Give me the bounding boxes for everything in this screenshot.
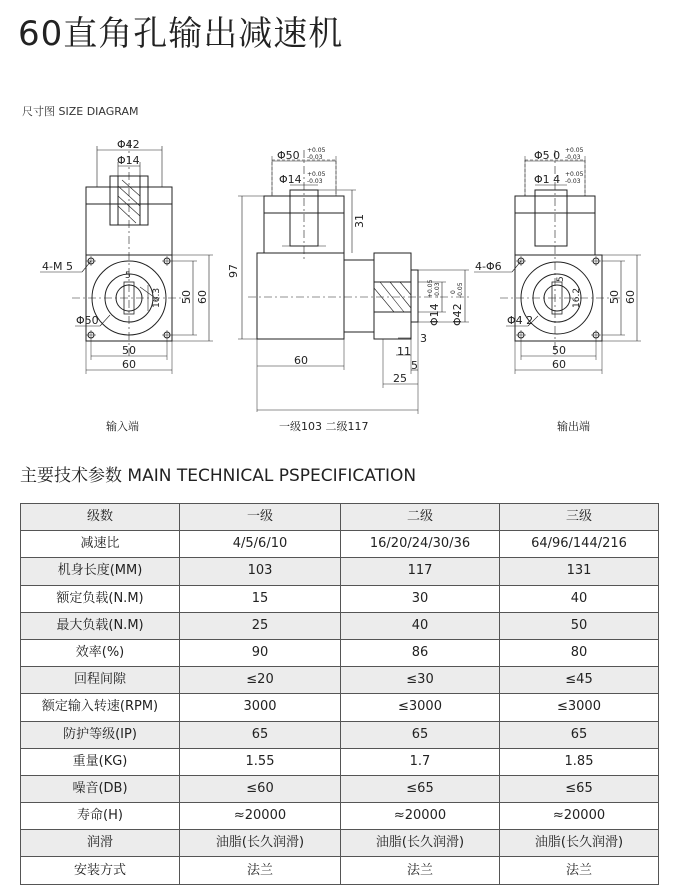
table-cell: 25	[180, 612, 341, 639]
dim-phi42-tol-lower: -0.05	[457, 282, 464, 298]
specs-table	[20, 503, 659, 885]
dim-16-3: 16.3	[152, 287, 162, 308]
page-title: 60直角孔输出减速机	[18, 14, 344, 54]
input-end-caption: 输入端	[106, 420, 139, 433]
table-cell: 法兰	[341, 857, 500, 884]
table-row	[21, 857, 659, 884]
output-end-caption: 输出端	[557, 420, 590, 433]
table-cell: ≤65	[500, 775, 659, 802]
table-row	[21, 667, 659, 694]
input-end-view	[40, 138, 213, 433]
dim-phi14-output-tol-upper: +0.05	[427, 279, 434, 298]
header-cell: 级数	[21, 504, 180, 531]
dim-phi14-top: Φ14	[279, 173, 302, 186]
table-cell: 40	[341, 612, 500, 639]
dim-phi42-output-face: Φ4 2	[507, 314, 534, 327]
table-cell: 最大负载(N.M)	[21, 612, 180, 639]
table-cell: 1.7	[341, 748, 500, 775]
table-cell: 65	[500, 721, 659, 748]
table-cell: ≤20	[180, 667, 341, 694]
table-row	[21, 585, 659, 612]
table-row	[21, 639, 659, 666]
dim-phi50-output: Φ5 0	[534, 149, 561, 162]
table-cell: 寿命(H)	[21, 803, 180, 830]
dim-50-vertical-output: 50	[608, 290, 621, 304]
dim-phi42: Φ42	[117, 138, 140, 151]
side-view	[227, 147, 470, 433]
table-cell: 30	[341, 585, 500, 612]
table-cell: 减速比	[21, 531, 180, 558]
dim-50-vertical: 50	[180, 290, 193, 304]
table-cell: 额定负载(N.M)	[21, 585, 180, 612]
dim-60-horizontal-output: 60	[552, 358, 566, 371]
table-cell: 额定输入转速(RPM)	[21, 694, 180, 721]
table-cell: 4/5/6/10	[180, 531, 341, 558]
dim-11: 11	[397, 345, 411, 358]
dim-50-horizontal: 50	[122, 344, 136, 357]
table-cell: 15	[180, 585, 341, 612]
table-cell: 重量(KG)	[21, 748, 180, 775]
header-cell: 三级	[500, 504, 659, 531]
table-row	[21, 721, 659, 748]
specs-heading: 主要技术参数 MAIN TECHNICAL PSPECIFICATION	[20, 466, 417, 486]
dim-60: 60	[294, 354, 308, 367]
table-cell: 机身长度(MM)	[21, 558, 180, 585]
table-cell: 噪音(DB)	[21, 775, 180, 802]
table-cell: 40	[500, 585, 659, 612]
dim-4-m5: 4-M 5	[42, 260, 73, 273]
dim-60-vertical: 60	[196, 290, 209, 304]
table-cell: 131	[500, 558, 659, 585]
table-row	[21, 531, 659, 558]
dim-50-horizontal-output: 50	[552, 344, 566, 357]
dim-phi42-output: Φ42	[451, 303, 464, 326]
table-cell: ≈20000	[500, 803, 659, 830]
dim-5-output: 5	[556, 276, 566, 282]
dim-phi42-tol-upper: 0	[450, 290, 457, 294]
table-cell: 回程间隙	[21, 667, 180, 694]
table-cell: 3000	[180, 694, 341, 721]
dim-phi14-output-top: Φ1 4	[534, 173, 561, 186]
dim-5: 5	[411, 359, 418, 372]
size-diagram	[0, 120, 673, 450]
diagram-heading: 尺寸图 SIZE DIAGRAM	[22, 105, 139, 118]
table-row	[21, 803, 659, 830]
header-cell: 二级	[341, 504, 500, 531]
table-cell: 65	[180, 721, 341, 748]
table-cell: ≤3000	[500, 694, 659, 721]
table-row	[21, 694, 659, 721]
output-end-view	[474, 147, 641, 433]
dim-phi14-output: Φ14	[428, 303, 441, 326]
table-cell: 法兰	[180, 857, 341, 884]
dim-phi14-output-top-tol-upper: +0.05	[565, 171, 584, 178]
table-row	[21, 748, 659, 775]
table-cell: 65	[341, 721, 500, 748]
table-cell: 油脂(长久润滑)	[341, 830, 500, 857]
dim-phi14-output-tol-lower: -0.03	[434, 282, 441, 298]
table-cell: 86	[341, 639, 500, 666]
dim-phi50-top: Φ50	[277, 149, 300, 162]
dim-4-phi6: 4-Φ6	[475, 260, 502, 273]
table-cell: 1.85	[500, 748, 659, 775]
table-cell: 16/20/24/30/36	[341, 531, 500, 558]
table-cell: 效率(%)	[21, 639, 180, 666]
dim-phi50-tol-lower: -0.03	[307, 154, 323, 161]
dim-phi50-output-tol-lower: -0.03	[565, 154, 581, 161]
table-cell: ≤30	[341, 667, 500, 694]
dim-phi50-tol-upper: +0.05	[307, 147, 326, 154]
side-view-caption: 一级103 二级117	[279, 420, 369, 433]
dim-phi50: Φ50	[76, 314, 99, 327]
table-cell: 50	[500, 612, 659, 639]
dim-60-vertical-output: 60	[624, 290, 637, 304]
table-cell: ≤3000	[341, 694, 500, 721]
table-cell: ≤45	[500, 667, 659, 694]
table-cell: ≤65	[341, 775, 500, 802]
table-cell: 油脂(长久润滑)	[500, 830, 659, 857]
dim-phi14-tol-lower: -0.03	[307, 178, 323, 185]
header-cell: 一级	[180, 504, 341, 531]
dim-97: 97	[227, 264, 240, 278]
table-cell: ≈20000	[180, 803, 341, 830]
table-cell: 安装方式	[21, 857, 180, 884]
table-cell: 90	[180, 639, 341, 666]
table-cell: 1.55	[180, 748, 341, 775]
table-row	[21, 830, 659, 857]
table-cell: 117	[341, 558, 500, 585]
dim-60-horizontal: 60	[122, 358, 136, 371]
dim-phi50-output-tol-upper: +0.05	[565, 147, 584, 154]
table-row	[21, 612, 659, 639]
dim-3: 3	[420, 332, 427, 345]
dim-31: 31	[353, 214, 366, 228]
dim-25: 25	[393, 372, 407, 385]
dim-phi14-output-top-tol-lower: -0.03	[565, 178, 581, 185]
table-cell: ≈20000	[341, 803, 500, 830]
table-cell: ≤60	[180, 775, 341, 802]
dim-phi14-tol-upper: +0.05	[307, 171, 326, 178]
table-row	[21, 558, 659, 585]
dim-5: 5	[125, 271, 131, 281]
table-cell: 防护等级(IP)	[21, 721, 180, 748]
table-cell: 64/96/144/216	[500, 531, 659, 558]
table-cell: 80	[500, 639, 659, 666]
table-header-row	[21, 504, 659, 531]
table-row	[21, 775, 659, 802]
dim-16-2: 16.2	[572, 287, 582, 308]
table-cell: 法兰	[500, 857, 659, 884]
table-cell: 润滑	[21, 830, 180, 857]
table-cell: 油脂(长久润滑)	[180, 830, 341, 857]
dim-phi14: Φ14	[117, 154, 140, 167]
table-cell: 103	[180, 558, 341, 585]
